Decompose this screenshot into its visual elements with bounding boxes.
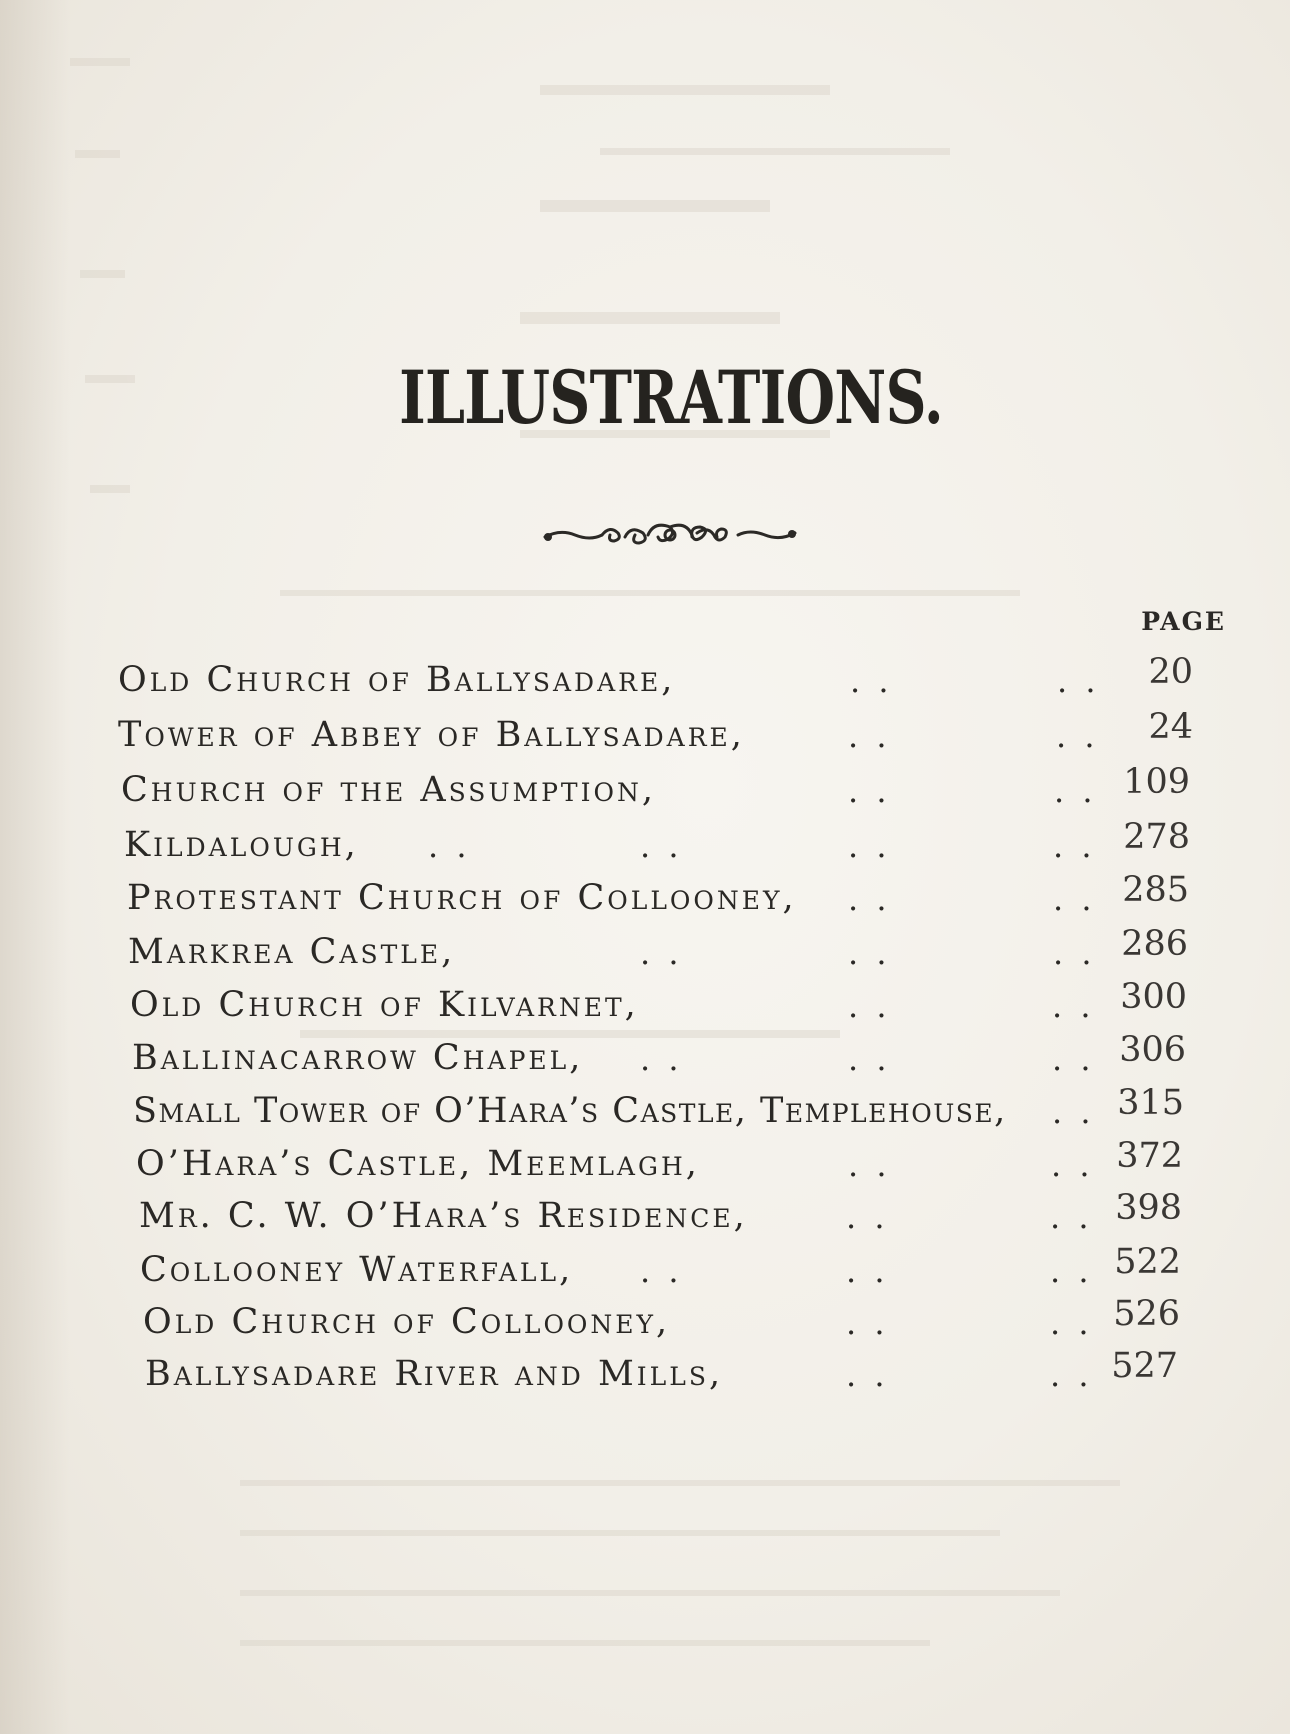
page-number: 20 [1148,652,1193,692]
list-item [0,1083,1290,1141]
leader-dots: . . [1053,880,1096,918]
entry-title: Small Tower of O’Hara’s Castle, Templehouse, [133,1091,1007,1131]
list-item [0,762,1290,820]
list-item [0,1030,1290,1088]
list-item [0,1294,1290,1352]
page-title: ILLUSTRATIONS. [399,355,943,441]
leader-dots: . . [1050,1304,1093,1342]
entry-title: Markrea Castle, [128,932,456,972]
leader-dots: . . [640,934,683,972]
list-item [0,870,1290,928]
entry-title: Protestant Church of Collooney, [127,878,797,918]
leader-dots: . . [848,717,891,755]
leader-dots: . . [1057,662,1100,700]
page-number: 306 [1119,1030,1186,1070]
leader-dots: . . [1051,1146,1094,1184]
entry-title: Collooney Waterfall, [140,1250,574,1290]
list-item [0,1188,1290,1246]
list-item [0,924,1290,982]
leader-dots: . . [848,1040,891,1078]
page-number: 526 [1113,1294,1180,1334]
entry-title: Old Church of Collooney, [143,1302,671,1342]
leader-dots: . . [1050,1252,1093,1290]
leader-dots: . . [848,1146,891,1184]
leader-dots: . . [1053,934,1096,972]
leader-dots: . . [846,1198,889,1236]
list-item [0,1346,1290,1404]
entry-title: Mr. C. W. O’Hara’s Residence, [139,1196,748,1236]
leader-dots: . . [428,827,471,865]
leader-dots: . . [1050,1198,1093,1236]
leader-dots: . . [640,1252,683,1290]
list-item [0,1242,1290,1300]
page-number: 278 [1123,817,1190,857]
list-item [0,817,1290,875]
entry-title: Tower of Abbey of Ballysadare, [118,715,745,755]
page-number: 372 [1116,1136,1183,1176]
entry-title: Ballinacarrow Chapel, [132,1038,584,1078]
leader-dots: . . [848,827,891,865]
leader-dots: . . [850,662,893,700]
page-number: 522 [1114,1242,1181,1282]
list-item [0,977,1290,1035]
entry-title: Old Church of Ballysadare, [118,660,676,700]
leader-dots: . . [848,880,891,918]
page-number: 527 [1111,1346,1178,1386]
page-number: 286 [1121,924,1188,964]
entry-title: O’Hara’s Castle, Meemlagh, [136,1144,700,1184]
page-number: 285 [1122,870,1189,910]
leader-dots: . . [848,934,891,972]
leader-dots: . . [1052,987,1095,1025]
list-item [0,652,1290,710]
leader-dots: . . [1050,1356,1093,1394]
page-number: 398 [1115,1188,1182,1228]
leader-dots: . . [1056,717,1099,755]
leader-dots: . . [846,1356,889,1394]
leader-dots: . . [640,827,683,865]
page-number: 315 [1117,1083,1184,1123]
entry-title: Kildalough, [124,825,359,865]
entry-title: Old Church of Kilvarnet, [130,985,639,1025]
leader-dots: . . [848,772,891,810]
page-number: 24 [1148,707,1193,747]
leader-dots: . . [1052,1093,1095,1131]
leader-dots: . . [1053,827,1096,865]
entry-title: Church of the Assumption, [121,770,656,810]
leader-dots: . . [846,1252,889,1290]
leader-dots: . . [848,987,891,1025]
page-number: 109 [1123,762,1190,802]
leader-dots: . . [846,1304,889,1342]
leader-dots: . . [640,1040,683,1078]
list-item [0,707,1290,765]
list-item [0,1136,1290,1194]
page-number: 300 [1120,977,1187,1017]
entry-title: Ballysadare River and Mills, [145,1354,724,1394]
leader-dots: . . [1052,1040,1095,1078]
leader-dots: . . [1054,772,1097,810]
page-column-header: PAGE [1141,607,1226,636]
